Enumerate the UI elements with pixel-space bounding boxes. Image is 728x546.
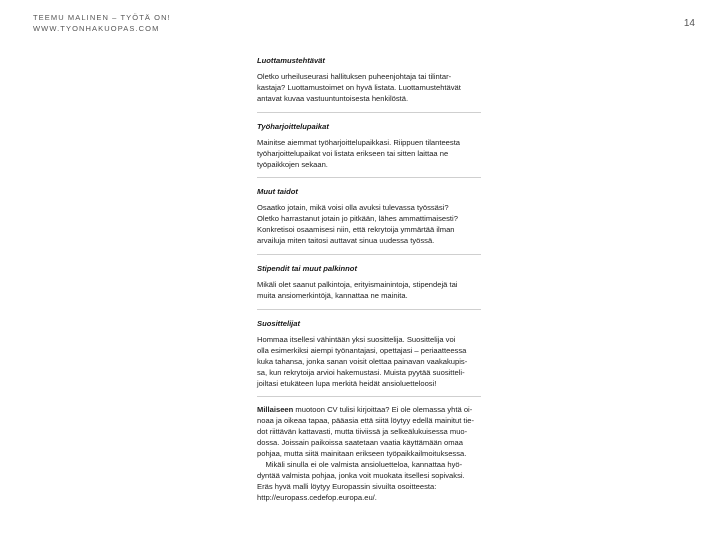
- body-line: kastaja? Luottamustoimet on hyvä listata. Luottamustehtävät: [257, 82, 461, 92]
- body-line: olla esimerkiksi aiempi työnantajasi, opettajasi – periaatteessa: [257, 345, 467, 355]
- body-line: Konkretisoi osaamisesi niin, että rekrytoija ymmärtää ilman: [257, 225, 455, 235]
- body-line: [257, 405, 481, 416]
- section-heading: Työharjoittelupaikat: [257, 121, 329, 131]
- section-tyoharjoittelupaikat: [257, 112, 481, 178]
- section-body: [257, 138, 481, 171]
- page-number: 14: [683, 18, 695, 29]
- header-url: WWW.TYONHAKUOPAS.COM: [33, 24, 160, 33]
- body-line: pohjaa, mutta siitä mainitaan erikseen työpaikkailmoituksessa.: [257, 449, 467, 459]
- body-line: Oletko harrastanut jotain jo pitkään, lähes ammattimaisesti?: [257, 214, 458, 224]
- body-line: muita ansiomerkintöjä, kannattaa ne mainita.: [257, 290, 408, 300]
- body-line: Mikäli olet saanut palkintoja, erityismainintoja, stipendejä tai: [257, 280, 458, 290]
- body-line: Oletko urheiluseurasi hallituksen puheenjohtaja tai tilintar-: [257, 72, 452, 81]
- section-muut-taidot: [257, 177, 481, 254]
- body-line: dyntää valmista pohjaa, jonka voit muokata itsellesi sopivaksi.: [257, 470, 465, 480]
- europass-link-text: http://europass.cedefop.europa.eu/.: [257, 492, 377, 502]
- section-body: [257, 405, 481, 503]
- body-line: arvailuja miten taitosi auttavat sinua uudessa työssä.: [257, 236, 435, 246]
- section-luottamustehtavat: [257, 55, 481, 112]
- body-line: noaa ja oikeaa tapaa, pääasia että siitä löytyy edellä mainitut tie-: [257, 416, 474, 426]
- body-line: dossa. Joissain paikoissa saatetaan vaatia käyttämään omaa: [257, 438, 463, 448]
- body-line: kuka tahansa, jonka sanan voisit olettaa painavan vaakakupis-: [257, 356, 468, 366]
- section-body: [257, 72, 481, 105]
- body-line: antavat kuvaa vastuuntuntoisesta henkilöstä.: [257, 93, 409, 103]
- section-millaiseen: [257, 396, 481, 510]
- body-line: Hommaa itsellesi vähintään yksi suosittelija. Suosittelija voi: [257, 334, 456, 344]
- body-line: työharjoittelupaikat voi listata erikseen tai sitten laittaa ne: [257, 148, 449, 158]
- section-body: [257, 335, 481, 390]
- running-header: [33, 12, 171, 34]
- section-heading: Stipendit tai muut palkinnot: [257, 264, 357, 274]
- section-body: [257, 280, 481, 302]
- body-line: Eräs hyvä malli löytyy Europassin sivuilta osoitteesta:: [257, 481, 437, 491]
- main-column: [257, 55, 481, 511]
- section-suosittelijat: [257, 309, 481, 397]
- lead-word: Millaiseen: [257, 405, 294, 415]
- body-line: työpaikkojen sekaan.: [257, 159, 328, 169]
- lead-rest: muotoon CV tulisi kirjoittaa? Ei ole olemassa yhtä oi-: [293, 405, 473, 415]
- body-line: Osaatko jotain, mikä voisi olla avuksi tulevassa työssäsi?: [257, 203, 449, 213]
- body-line: Mainitse aiemmat työharjoittelupaikkasi. Riippuen tilanteesta: [257, 137, 461, 147]
- body-line: dot riittävän kattavasti, mutta tiiviissä ja selkeälukuisessa muo-: [257, 427, 468, 437]
- body-line: joiltasi etukäteen lupa merkitä heidät ansioluetteloosi!: [257, 378, 437, 388]
- header-title: TEEMU MALINEN – TYÖTÄ ON!: [33, 13, 171, 22]
- section-heading: Suosittelijat: [257, 318, 301, 328]
- body-line: sa, kun rekrytoija arvioi hakemustasi. Muista pyytää suositteli-: [257, 367, 465, 377]
- section-body: [257, 203, 481, 247]
- section-stipendit: [257, 254, 481, 309]
- body-line: Mikäli sinulla ei ole valmista ansioluetteloa, kannattaa hyö-: [257, 459, 463, 469]
- section-heading: Muut taidot: [257, 187, 298, 197]
- section-heading: Luottamustehtävät: [257, 56, 325, 65]
